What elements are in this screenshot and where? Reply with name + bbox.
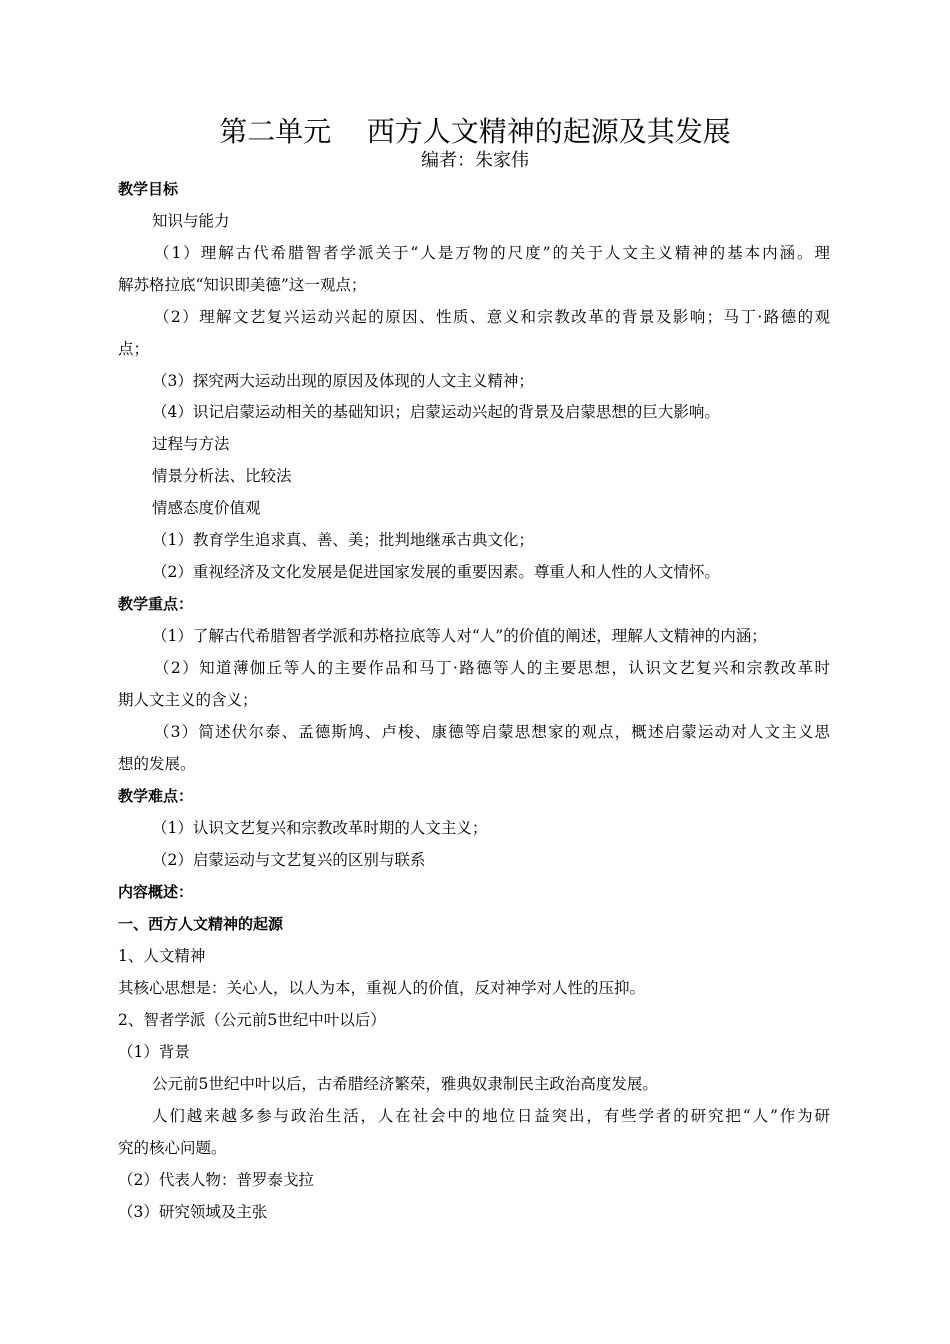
key-point-2: （2）知道薄伽丘等人的主要作品和马丁·路德等人的主要思想，认识文艺复兴和宗教改革时 xyxy=(154,659,830,677)
item-research-field: （3）研究领域及主张 xyxy=(118,1203,268,1221)
background-text-1: 公元前5世纪中叶以后，古希腊经济繁荣，雅典奴隶制民主政治高度发展。 xyxy=(152,1075,658,1093)
subsection-sophists: 2、智者学派（公元前5世纪中叶以后） xyxy=(118,1011,386,1029)
key-point-3: （3）简述伏尔泰、孟德斯鸠、卢梭、康德等启蒙思想家的观点，概述启蒙运动对人文主义思 xyxy=(154,723,830,741)
key-point-2-cont: 期人文主义的含义； xyxy=(118,691,258,709)
key-point-1: （1）了解古代希腊智者学派和苏格拉底等人对“人”的价值的阐述，理解人文精神的内涵； xyxy=(152,627,767,645)
heading-teaching-objectives: 教学目标 xyxy=(118,180,179,198)
heading-difficult-points: 教学难点： xyxy=(118,787,194,805)
objective-line-2: （2）理解文艺复兴运动兴起的原因、性质、意义和宗教改革的背景及影响；马丁·路德的观 xyxy=(154,308,830,326)
objective-line-1-cont: 解苏格拉底“知识即美德”这一观点； xyxy=(118,276,367,294)
item-background: （1）背景 xyxy=(118,1043,190,1061)
humanism-core-text: 其核心思想是：关心人，以人为本，重视人的价值，反对神学对人性的压抑。 xyxy=(118,979,646,997)
attitude-line-1: （1）教育学生追求真、善、美；批判地继承古典文化； xyxy=(152,531,534,549)
background-text-2: 人们越来越多参与政治生活，人在社会中的地位日益突出，有些学者的研究把“人”作为研 xyxy=(152,1107,830,1125)
document-title: 第二单元 西方人文精神的起源及其发展 xyxy=(219,115,731,148)
objective-line-4: （4）识记启蒙运动相关的基础知识；启蒙运动兴起的背景及启蒙思想的巨大影响。 xyxy=(152,403,720,421)
subheading-process-method: 过程与方法 xyxy=(152,435,230,453)
heading-content-overview: 内容概述： xyxy=(118,883,194,901)
objective-line-3: （3）探究两大运动出现的原因及体现的人文主义精神； xyxy=(152,372,534,390)
objective-line-2-cont: 点； xyxy=(118,340,150,358)
heading-key-points: 教学重点： xyxy=(118,595,194,613)
section-heading-1: 一、西方人文精神的起源 xyxy=(118,915,284,933)
attitude-line-2: （2）重视经济及文化发展是促进国家发展的重要因素。尊重人和人性的人文情怀。 xyxy=(152,563,720,581)
objective-line-1: （1）理解古代希腊智者学派关于“人是万物的尺度”的关于人文主义精神的基本内涵。理 xyxy=(154,244,830,262)
difficult-point-1: （1）认识文艺复兴和宗教改革时期的人文主义； xyxy=(152,819,488,837)
subheading-knowledge-ability: 知识与能力 xyxy=(152,212,230,230)
difficult-point-2: （2）启蒙运动与文艺复兴的区别与联系 xyxy=(152,851,426,869)
subsection-humanism: 1、人文精神 xyxy=(118,947,206,965)
item-representative: （2）代表人物：普罗泰戈拉 xyxy=(118,1171,314,1189)
process-method-text: 情景分析法、比较法 xyxy=(152,467,292,485)
subheading-attitude-values: 情感态度价值观 xyxy=(152,499,261,517)
background-text-2-cont: 究的核心问题。 xyxy=(118,1139,227,1157)
document-author: 编者：朱家伟 xyxy=(421,150,529,171)
key-point-3-cont: 想的发展。 xyxy=(118,755,196,773)
